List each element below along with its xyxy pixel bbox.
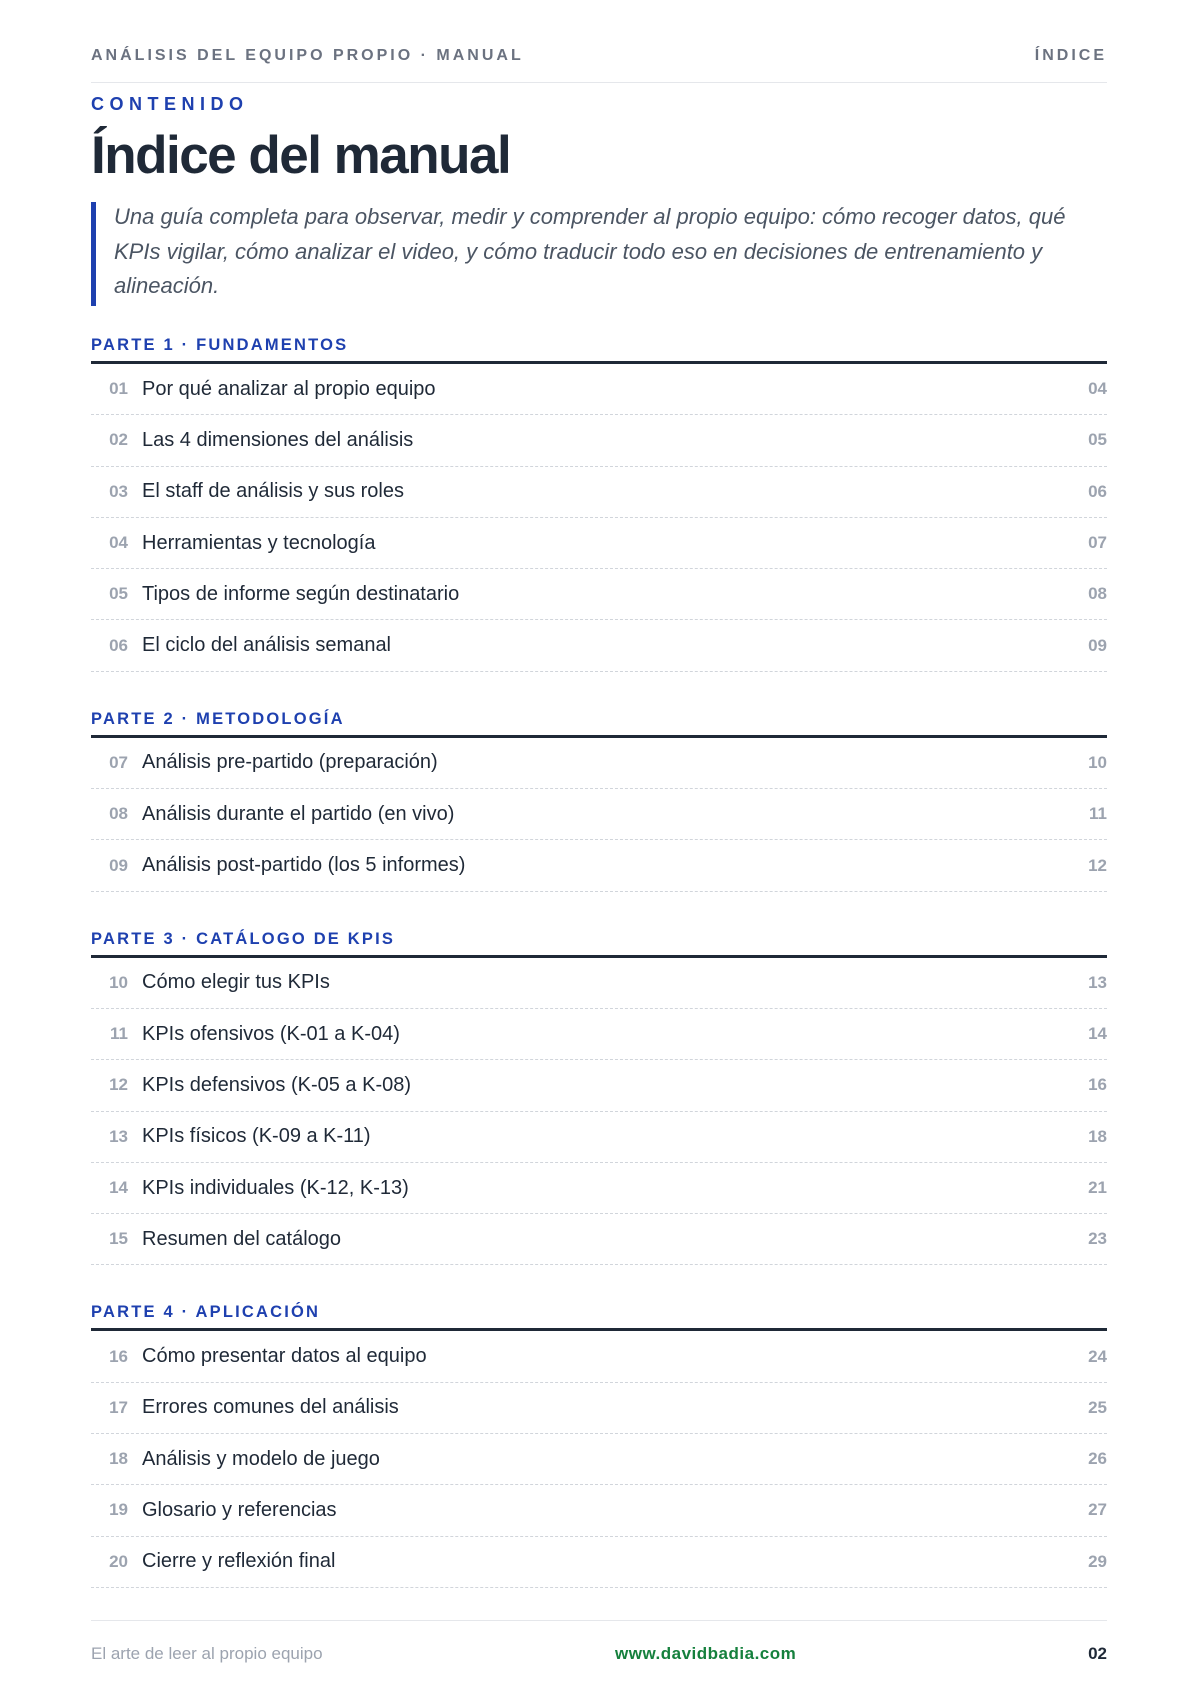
toc-entry-title: Cierre y reflexión final — [142, 1550, 336, 1573]
toc-entry-page: 06 — [1088, 481, 1107, 501]
part-spacer — [91, 672, 1107, 704]
toc-entry-title: Cómo presentar datos al equipo — [142, 1345, 427, 1368]
part-heading: PARTE 3 · CATÁLOGO DE KPIS — [91, 924, 1107, 958]
toc-entry[interactable] — [91, 1434, 1107, 1485]
toc-entry-page: 10 — [1088, 752, 1107, 772]
toc-entry[interactable] — [91, 1485, 1107, 1536]
toc-entry-page: 27 — [1088, 1500, 1107, 1520]
page-title: Índice del manual — [91, 126, 511, 185]
toc-entry-number: 12 — [109, 1075, 128, 1095]
toc-entry-page: 08 — [1088, 584, 1107, 604]
running-header — [91, 47, 1107, 83]
toc-entry[interactable] — [91, 569, 1107, 620]
toc-entry-number: 09 — [109, 855, 128, 875]
page-number: 02 — [1088, 1644, 1107, 1663]
intro-quote — [91, 202, 1107, 306]
toc-entry[interactable] — [91, 1009, 1107, 1060]
toc-entry-title: El ciclo del análisis semanal — [142, 634, 392, 657]
toc-entry-title: Resumen del catálogo — [142, 1227, 342, 1250]
toc-entry[interactable] — [91, 1163, 1107, 1214]
part-spacer — [91, 1265, 1107, 1297]
toc-entry-title: KPIs ofensivos (K-01 a K-04) — [142, 1022, 400, 1045]
toc-entry-title: Errores comunes del análisis — [142, 1396, 399, 1419]
toc-entry-title: Glosario y referencias — [142, 1498, 337, 1521]
toc-entry-number: 10 — [109, 972, 128, 992]
toc-entry-number: 04 — [109, 533, 128, 553]
toc-entry[interactable] — [91, 1331, 1107, 1382]
toc-entry[interactable] — [91, 1112, 1107, 1163]
toc-entry-number: 18 — [109, 1449, 128, 1469]
toc-entry-page: 26 — [1088, 1449, 1107, 1469]
toc-entry-page: 23 — [1088, 1229, 1107, 1249]
toc-entry[interactable] — [91, 467, 1107, 518]
toc-entry[interactable] — [91, 1383, 1107, 1434]
toc-entry-number: 15 — [109, 1229, 128, 1249]
part-spacer — [91, 892, 1107, 924]
toc-entry[interactable] — [91, 738, 1107, 789]
toc-entry-title: Herramientas y tecnología — [142, 531, 376, 554]
toc-entry-page: 12 — [1088, 855, 1107, 875]
toc-entry-number: 13 — [109, 1126, 128, 1146]
toc-entry-page: 11 — [1089, 804, 1107, 824]
toc-entry-page: 25 — [1088, 1397, 1107, 1417]
toc-entry[interactable] — [91, 364, 1107, 415]
toc-entry-number: 20 — [109, 1551, 128, 1571]
toc-entry-title: Por qué analizar al propio equipo — [142, 377, 436, 400]
toc-entry-number: 06 — [109, 635, 128, 655]
toc-entry-page: 05 — [1088, 430, 1107, 450]
toc-entry-page: 04 — [1088, 379, 1107, 399]
toc-entry-page: 21 — [1088, 1178, 1107, 1197]
toc-entry-title: Tipos de informe según destinatario — [142, 582, 460, 605]
page-footer — [91, 1620, 1107, 1670]
toc-entry-number: 19 — [109, 1500, 128, 1520]
table-of-contents — [91, 330, 1107, 1588]
toc-entry-title: KPIs individuales (K-12, K-13) — [142, 1176, 409, 1199]
toc-entry-number: 02 — [109, 430, 128, 450]
manual-page — [91, 0, 1107, 1683]
toc-entry-page: 07 — [1088, 533, 1107, 553]
header-title: ANÁLISIS DEL EQUIPO PROPIO · MANUAL — [91, 47, 524, 64]
toc-entry-page: 13 — [1088, 972, 1107, 992]
toc-entry-title: Las 4 dimensiones del análisis — [142, 428, 414, 451]
toc-entry[interactable] — [91, 1214, 1107, 1265]
toc-entry-title: KPIs físicos (K-09 a K-11) — [142, 1125, 371, 1148]
toc-entry-number: 01 — [109, 379, 128, 399]
toc-entry-number: 05 — [109, 584, 128, 604]
part-heading: PARTE 2 · METODOLOGÍA — [91, 704, 1107, 738]
toc-entry-page: 16 — [1088, 1075, 1107, 1095]
toc-entry-number: 17 — [109, 1397, 128, 1417]
toc-entry-page: 29 — [1088, 1551, 1107, 1571]
toc-entry[interactable] — [91, 415, 1107, 466]
toc-entry-page: 09 — [1088, 635, 1107, 655]
footer-book-title: El arte de leer al propio equipo — [91, 1644, 323, 1663]
toc-entry-page: 14 — [1088, 1024, 1107, 1044]
part-heading: PARTE 4 · APLICACIÓN — [91, 1297, 1107, 1331]
toc-entry[interactable] — [91, 958, 1107, 1009]
toc-entry-page: 24 — [1088, 1346, 1107, 1366]
toc-entry-number: 14 — [109, 1178, 128, 1197]
toc-entry[interactable] — [91, 620, 1107, 671]
intro-text: Una guía completa para observar, medir y comprender al propio equipo: cómo recoger datos, qué KPIs vigilar, cómo analizar el video, y cómo traducir todo eso en decisiones de entrenamiento y alineación. — [114, 204, 1066, 298]
toc-entry-number: 08 — [109, 804, 128, 824]
toc-entry[interactable] — [91, 789, 1107, 840]
toc-entry-title: Análisis y modelo de juego — [142, 1447, 380, 1470]
toc-entry[interactable] — [91, 518, 1107, 569]
part-heading: PARTE 1 · FUNDAMENTOS — [91, 330, 1107, 364]
toc-entry-number: 07 — [109, 752, 128, 772]
footer-website-link[interactable]: www.davidbadia.com — [615, 1644, 797, 1663]
toc-entry-title: Análisis durante el partido (en vivo) — [142, 802, 455, 825]
toc-entry[interactable] — [91, 1060, 1107, 1111]
toc-entry-title: Cómo elegir tus KPIs — [142, 971, 330, 994]
toc-entry-number: 16 — [109, 1346, 128, 1366]
toc-entry-title: El staff de análisis y sus roles — [142, 480, 404, 503]
toc-entry-title: Análisis pre-partido (preparación) — [142, 751, 438, 774]
toc-entry[interactable] — [91, 1537, 1107, 1588]
header-section: ÍNDICE — [1034, 47, 1107, 64]
toc-entry-number: 11 — [110, 1024, 128, 1044]
toc-entry[interactable] — [91, 840, 1107, 891]
toc-entry-title: KPIs defensivos (K-05 a K-08) — [142, 1073, 412, 1096]
toc-entry-page: 18 — [1088, 1126, 1107, 1146]
eyebrow-label: CONTENIDO — [91, 94, 249, 114]
toc-entry-number: 03 — [109, 481, 128, 501]
toc-entry-title: Análisis post-partido (los 5 informes) — [142, 854, 466, 877]
